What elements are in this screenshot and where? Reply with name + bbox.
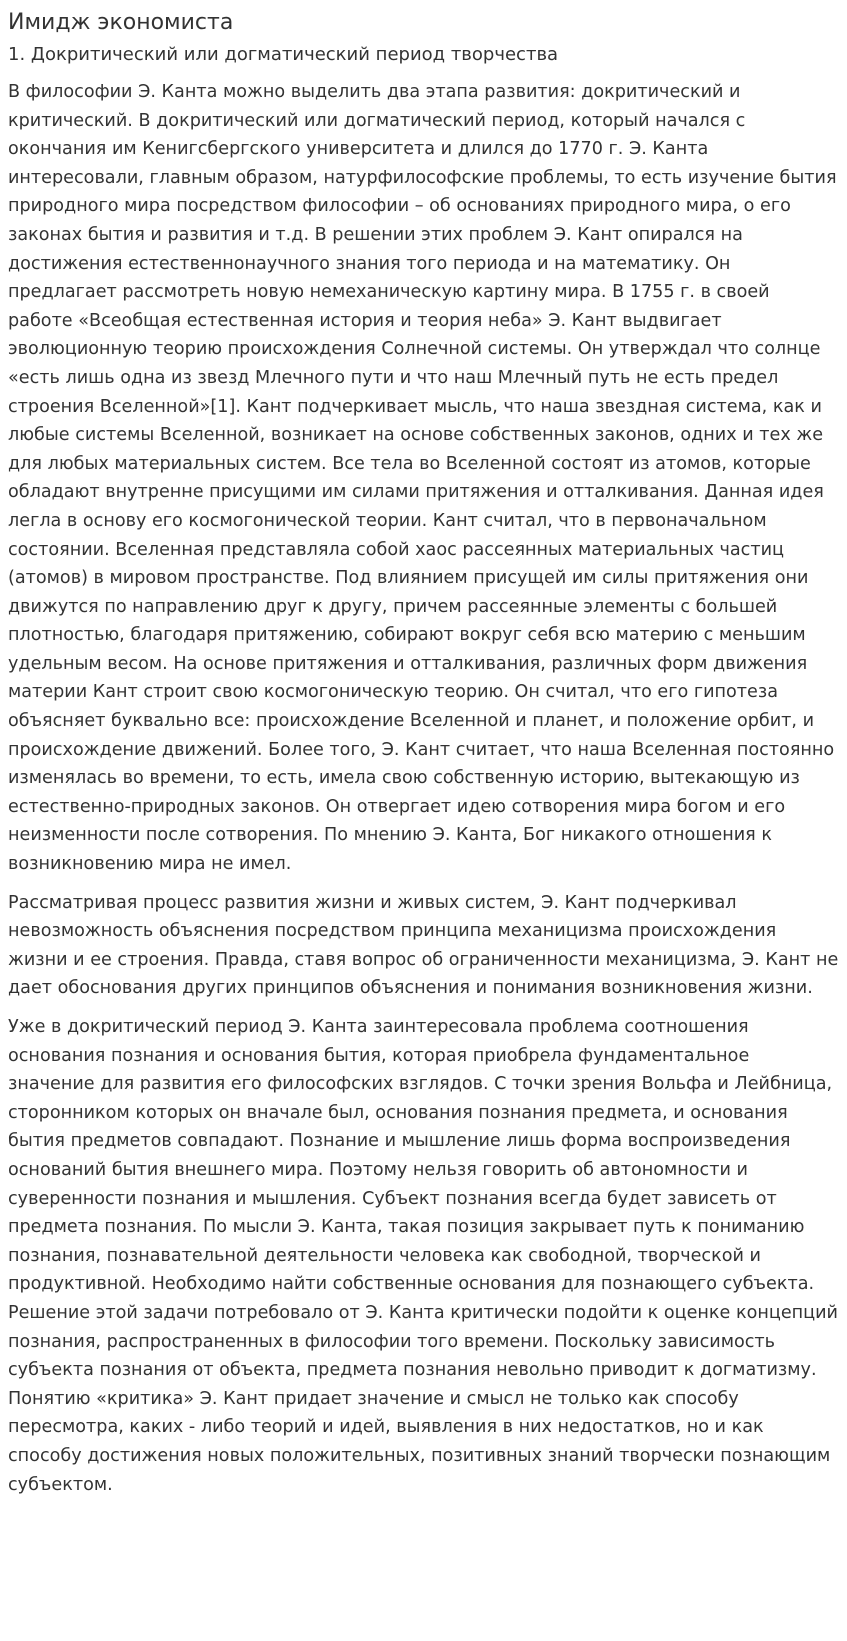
page-title: Имидж экономиста	[8, 10, 234, 35]
paragraph-3: Уже в докритический период Э. Канта заинтересовала проблема соотношения основания познания и основания бытия, которая приобрела фундаментальное значение для развития его философских взглядов. С точки зрения Вольфа и Лейбница, сторонником которых он вначале был, основания познания предмета, и основания бытия предметов совпадают. Познание и мышление лишь форма воспроизведения оснований бытия внешнего мира. Поэтому нельзя говорить об автономности и суверенности познания и мышления. Субъект познания всегда будет зависеть от предмета познания. По мысли Э. Канта, такая позиция закрывает путь к пониманию познания, познавательной деятельности человека как свободной, творческой и продуктивной. Необходимо найти собственные основания для познающего субъекта. Решение этой задачи потребовало от Э. Канта критически подойти к оценке концепций познания, распространенных в философии того времени. Поскольку зависимость субъекта познания от объекта, предмета познания невольно приводит к догматизму. Понятию «критика» Э. Кант придает значение и смысл не только как способу пересмотра, каких - либо теорий и идей, выявления в них недостатков, но и как способу достижения новых положительных, позитивных знаний творчески познающим субъектом.	[8, 1017, 838, 1495]
paragraph-1: В философии Э. Канта можно выделить два этапа развития: докритический и критический. В докритический или догматический период, который начался с окончания им Кенигсбергского университета и длился до 1770 г. Э. Канта интересовали, главным образом, натурфилософские проблемы, то есть изучение бытия природного мира посредством философии – об основаниях природного мира, о его законах бытия и развития и т.д. В решении этих проблем Э. Кант опирался на достижения естественнонаучного знания того периода и на математику. Он предлагает рассмотреть новую немеханическую картину мира. В 1755 г. в своей работе «Всеобщая естественная история и теория неба» Э. Кант выдвигает эволюционную теорию происхождения Солнечной системы. Он утверждал что солнце «есть лишь одна из звезд Млечного пути и что наш Млечный путь не есть предел строения Вселенной»[1]. Кант подчеркивает мысль, что наша звездная система, как и любые системы Вселенной, возникает на основе собственных законов, одних и тех же для любых материальных систем. Все тела во Вселенной состоят из атомов, которые обладают внутренне присущими им силами притяжения и отталкивания. Данная идея легла в основу его космогонической теории. Кант считал, что в первоначальном состоянии. Вселенная представляла собой хаос рассеянных материальных частиц (атомов) в мировом пространстве. Под влиянием присущей им силы притяжения они движутся по направлению друг к другу, причем рассеянные элементы с большей плотностью, благодаря притяжению, собирают вокруг себя всю материю с меньшим удельным весом. На основе притяжения и отталкивания, различных форм движения материи Кант строит свою космогоническую теорию. Он считал, что его гипотеза объясняет буквально все: происхождение Вселенной и планет, и положение орбит, и происхождение движений. Более того, Э. Кант считает, что наша Вселенная постоянно изменялась во времени, то есть, имела свою собственную историю, вытекающую из естественно-природных законов. Он отвергает идею сотворения мира богом и его неизменности после сотворения. По мнению Э. Канта, Бог никакого отношения к возникновению мира не имел.	[8, 82, 837, 875]
section-heading: 1. Докритический или догматический период творчества	[8, 44, 559, 65]
paragraph-2: Рассматривая процесс развития жизни и живых систем, Э. Кант подчеркивал невозможность объяснения посредством принципа механицизма происхождения жизни и ее строения. Правда, ставя вопрос об ограниченности механицизма, Э. Кант не дает обоснования других принципов объяснения и понимания возникновения жизни.	[8, 892, 839, 999]
